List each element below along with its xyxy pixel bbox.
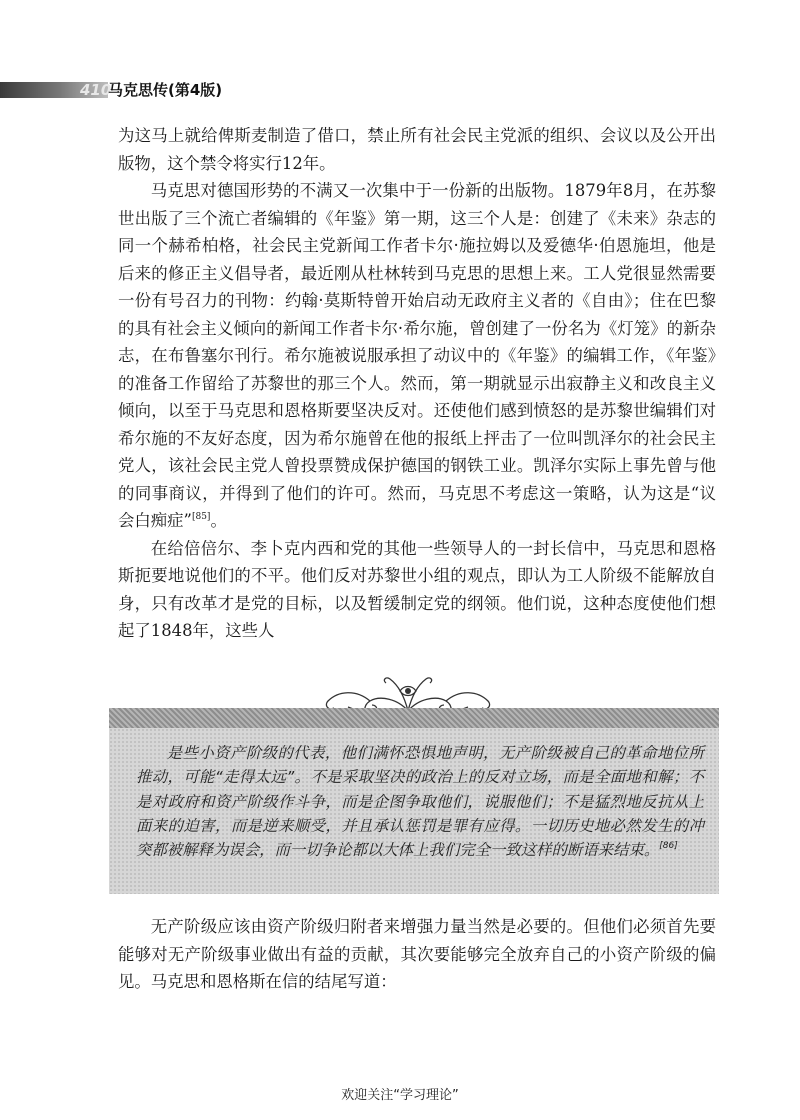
quote-paragraph [136,741,704,862]
page-number: 410 [80,81,112,99]
block-quote [136,741,704,862]
running-header [0,79,265,101]
book-title: 马克思传(第4版) [108,81,223,99]
paragraph-3: 在给倍倍尔、李卜克内西和党的其他一些领导人的一封长信中，马克思和恩格斯扼要地说他们的不平。他们反对苏黎世小组的观点，即认为工人阶级不能解放自身，只有改革才是党的目标，以及暂缓制定党的纲领。他们说，这种态度使他们想起了1848年，这些人 [118,538,716,640]
footnote-ref-86: [86] [659,841,678,852]
paragraph-4: 无产阶级应该由资产阶级归附者来增强力量当然是必要的。但他们必须首先要能够对无产阶级事业做出有益的贡献，其次要能够完全放弃自己的小资产阶级的偏见。马克思和恩格斯在信的结尾写道： [118,917,716,991]
body-text-top [118,122,716,645]
paragraph-2 [118,177,716,535]
quote-text: 是些小资产阶级的代表，他们满怀恐惧地声明，无产阶级被自己的革命地位所推动，可能“走得太远”。不是采取坚决的政治上的反对立场，而是全面地和解；不是对政府和资产阶级作斗争，而是企图争取他们，说服他们；不是猛烈地反抗从上面来的迫害，而是逆来顺受，并且承认惩罚是罪有应得。一切历史地必然发生的冲突都被解释为误会，而一切争论都以大体上我们完全一致这样的断语来结束。 [136,744,704,860]
body-text-bottom [118,913,716,996]
footer-note: 欢迎关注“学习理论” [341,1088,459,1103]
paragraph-2-text: 马克思对德国形势的不满又一次集中于一份新的出版物。1879年8月，在苏黎世出版了三个流亡者编辑的《年鉴》第一期，这三个人是：创建了《未来》杂志的同一个赫希柏格，社会民主党新闻工作者卡尔·施拉姆以及爱德华·伯恩施坦，他是后来的修正主义倡导者，最近刚从杜林转到马克思的思想上来。工人党很显然需要一份有号召力的刊物：约翰·莫斯特曾开始启动无政府主义者的《自由》；住在巴黎的具有社会主义倾向的新闻工作者卡尔·希尔施，曾创建了一份名为《灯笼》的新杂志，在布鲁塞尔刊行。希尔施被说服承担了动议中的《年鉴》的编辑工作，《年鉴》的准备工作留给了苏黎世的那三个人。然而，第一期就显示出寂静主义和改良主义倾向，以至于马克思和恩格斯要坚决反对。还使他们感到愤怒的是苏黎世编辑们对希尔施的不友好态度，因为希尔施曾在他的报纸上抨击了一位叫凯泽尔的社会民主党人，该社会民主党人曾投票赞成保护德国的钢铁工业。凯泽尔实际上事先曾与他的同事商议，并得到了他们的许可。然而，马克思不考虑这一策略，认为这是“议会白痴症” [118,181,716,530]
paragraph-2-end: 。 [210,511,227,530]
quote-header-band [109,708,719,728]
paragraph-1: 为这马上就给俾斯麦制造了借口，禁止所有社会民主党派的组织、会议以及公开出版物，这个禁令将实行12年。 [118,126,716,173]
footnote-ref-85: [85] [191,512,211,522]
